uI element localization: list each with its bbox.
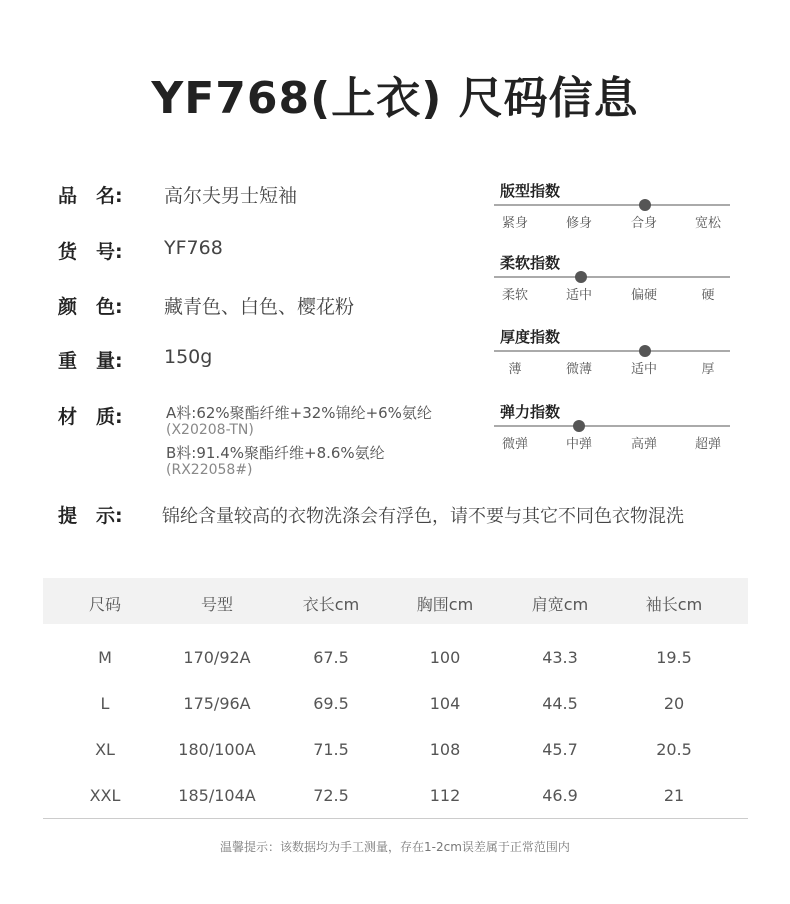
header-length: 衣长cm: [302, 595, 360, 614]
scale-level: 合身: [630, 216, 658, 231]
table-cell: 44.5: [542, 694, 578, 713]
product-weight-label: 重 量:: [58, 350, 123, 372]
product-material-label: 材 质:: [58, 406, 123, 428]
table-cell: 21: [663, 786, 685, 805]
table-cell: XL: [95, 740, 115, 759]
table-cell: 20.5: [656, 740, 692, 759]
scale-track: [494, 276, 730, 278]
table-cell: 108: [429, 740, 461, 759]
scale-track: [494, 204, 730, 206]
scale-indicator: [573, 420, 585, 432]
table-cell: 69.5: [313, 694, 349, 713]
care-note-value: 锦纶含量较高的衣物洗涤会有浮色，请不要与其它不同色衣物混洗: [162, 506, 684, 527]
table-cell: 20: [663, 694, 685, 713]
table-cell: 43.3: [542, 648, 578, 667]
scale-level: 中弹: [565, 437, 593, 452]
scale-level: 薄: [508, 362, 522, 377]
table-cell: 180/100A: [178, 740, 256, 759]
scale-level: 微薄: [565, 362, 593, 377]
material-a-code: (X20208-TN): [166, 422, 254, 438]
scale-level: 宽松: [694, 216, 722, 231]
table-row: [43, 636, 748, 682]
table-cell: 45.7: [542, 740, 578, 759]
material-a-line: A料:62%聚酯纤维+32%锦纶+6%氨纶: [166, 404, 432, 422]
page-title: YF768(上衣) 尺码信息: [151, 73, 639, 124]
scale-title: 柔软指数: [500, 254, 561, 272]
product-color-label: 颜 色:: [58, 296, 123, 318]
scale-level: 紧身: [501, 216, 529, 231]
table-cell: 71.5: [313, 740, 349, 759]
product-code-value: YF768: [164, 237, 223, 259]
scale-level: 厚: [701, 362, 715, 377]
table-row: [43, 728, 748, 774]
table-cell: 175/96A: [183, 694, 251, 713]
header-chest: 胸围cm: [416, 595, 474, 614]
table-bottom-divider: [43, 818, 748, 819]
scale-level: 偏硬: [630, 288, 658, 303]
scale-title: 版型指数: [500, 182, 561, 200]
table-cell: 19.5: [656, 648, 692, 667]
scale-level: 适中: [565, 288, 593, 303]
scale-level: 高弹: [630, 437, 658, 452]
scale-indicator: [575, 271, 587, 283]
scale-level: 微弹: [501, 437, 529, 452]
scale-level: 硬: [701, 288, 715, 303]
scale-title: 厚度指数: [500, 328, 561, 346]
product-color-value: 藏青色、白色、樱花粉: [164, 296, 355, 318]
product-name-value: 高尔夫男士短袖: [164, 185, 298, 207]
scale-level: 超弹: [694, 437, 722, 452]
table-cell: 104: [429, 694, 461, 713]
table-row: [43, 682, 748, 728]
scale-level: 适中: [630, 362, 658, 377]
table-cell: 185/104A: [178, 786, 256, 805]
material-b-code: (RX22058#): [166, 462, 253, 478]
scale-indicator: [639, 345, 651, 357]
header-size: 尺码: [88, 595, 122, 614]
table-cell: 72.5: [313, 786, 349, 805]
scale-level: 修身: [565, 216, 593, 231]
product-code-label: 货 号:: [58, 241, 123, 263]
header-fit-code: 号型: [200, 595, 234, 614]
table-cell: 170/92A: [183, 648, 251, 667]
product-weight-value: 150g: [164, 346, 213, 368]
table-cell: 100: [429, 648, 461, 667]
header-shoulder: 肩宽cm: [531, 595, 589, 614]
care-note-label: 提 示:: [58, 505, 123, 527]
table-cell: 46.9: [542, 786, 578, 805]
material-b-line: B料:91.4%聚酯纤维+8.6%氨纶: [166, 444, 385, 462]
scale-indicator: [639, 199, 651, 211]
table-header: [43, 578, 748, 624]
product-name-label: 品 名:: [58, 185, 123, 207]
scale-level: 柔软: [501, 288, 529, 303]
scale-track: [494, 350, 730, 352]
table-cell: 67.5: [313, 648, 349, 667]
scale-title: 弹力指数: [500, 403, 561, 421]
header-sleeve: 袖长cm: [645, 595, 703, 614]
table-cell: M: [98, 648, 112, 667]
footer-note: 温馨提示：该数据均为手工测量，存在1-2cm误差属于正常范围内: [220, 840, 570, 854]
table-cell: XXL: [89, 786, 121, 805]
scale-track: [494, 425, 730, 427]
table-cell: L: [100, 694, 110, 713]
table-row: [43, 774, 748, 820]
table-cell: 112: [429, 786, 461, 805]
